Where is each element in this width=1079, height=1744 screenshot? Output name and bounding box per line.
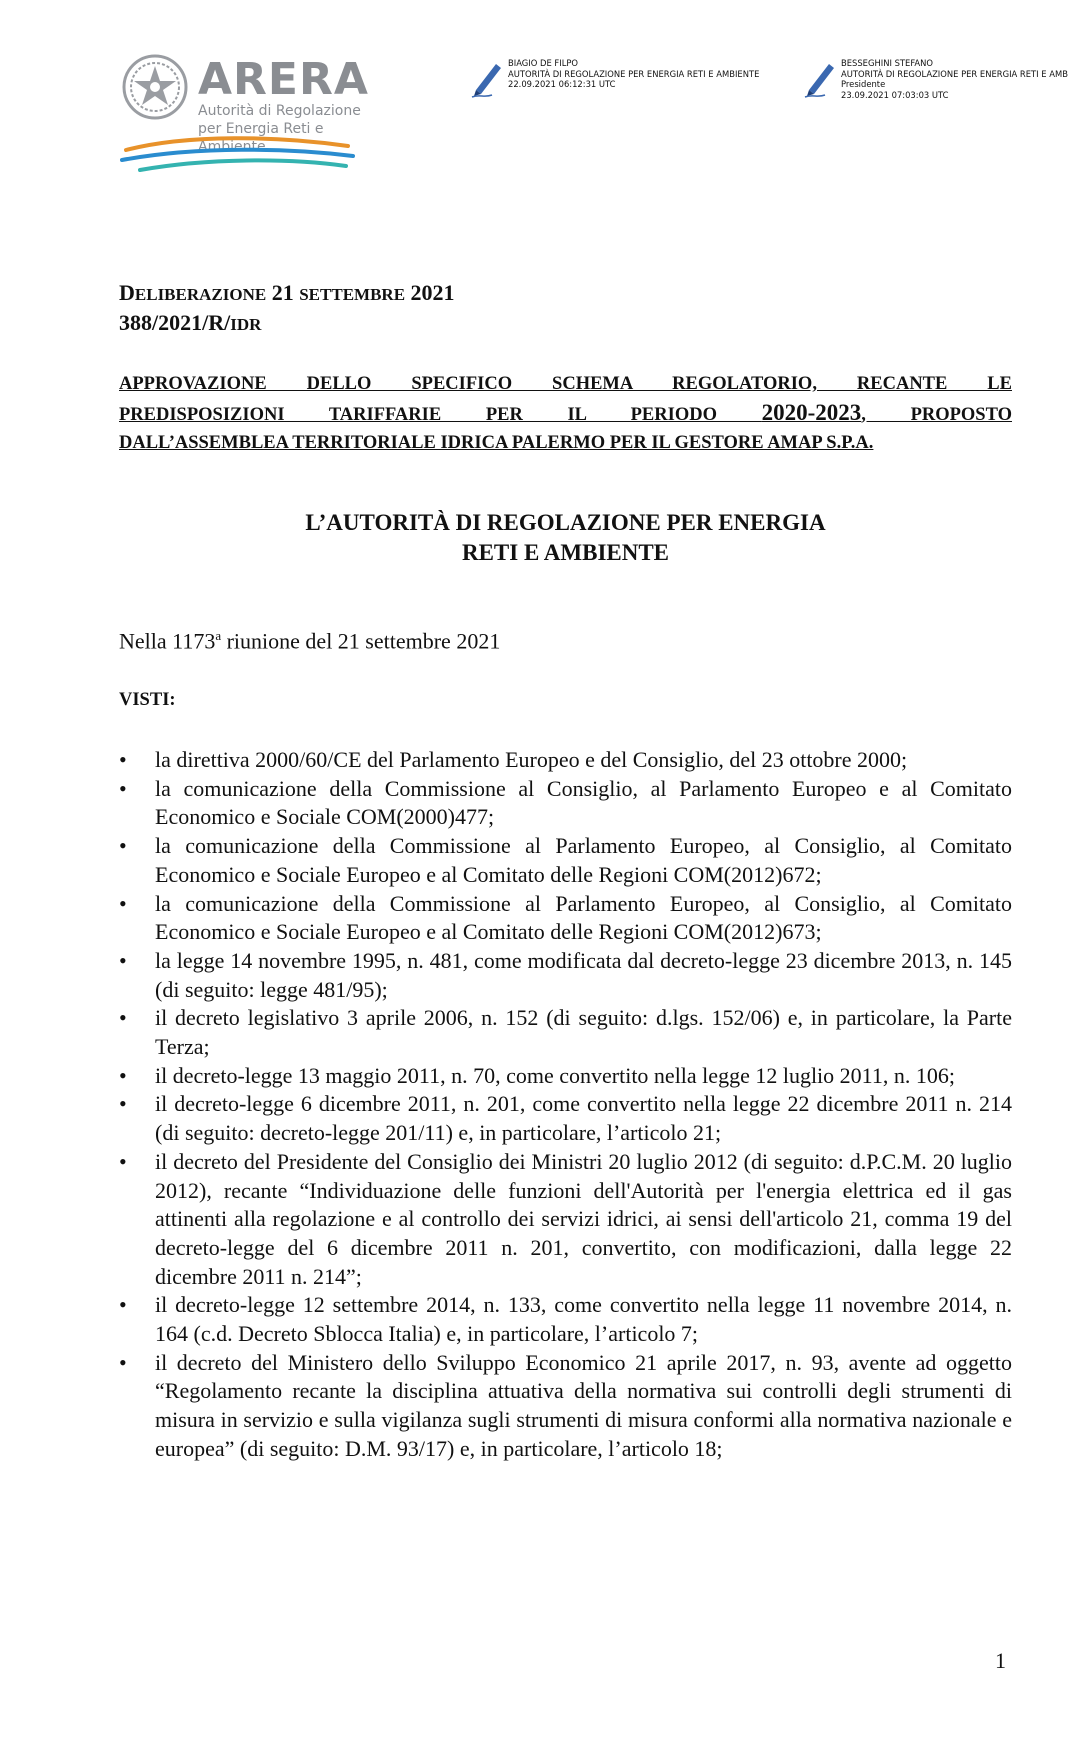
list-item: [119, 1090, 1012, 1147]
italian-republic-emblem-icon: [120, 52, 190, 122]
pen-signature-icon: [470, 58, 504, 98]
authority-heading-line1: L’AUTORITÀ DI REGOLAZIONE PER ENERGIA: [305, 510, 826, 535]
subject-line-3: DALL’ASSEMBLEA TERRITORIALE IDRICA PALERMO PER IL GESTORE AMAP S.P.A.: [119, 433, 874, 453]
signer-role: Presidente: [841, 79, 886, 89]
meeting-ordinal: a: [215, 628, 222, 643]
list-item: [119, 890, 1012, 947]
deliberation-day: 21: [271, 280, 294, 305]
bullet-icon: •: [119, 747, 127, 772]
visti-list: [119, 746, 1012, 1464]
list-item: [119, 775, 1012, 832]
list-item-text: il decreto-legge 6 dicembre 2011, n. 201, come convertito nella legge 22 dicembre 2011 n. 214 (di seguito: decreto-legge 201/11) e, in particolare, l’articolo 21;: [155, 1091, 1012, 1146]
list-item-text: la comunicazione della Commissione al Parlamento Europeo, al Consiglio, al Comitato Economico e Sociale Europeo e al Comitato delle Regioni COM(2012)673;: [155, 890, 1012, 945]
signer-name: BIAGIO DE FILPO: [508, 58, 579, 68]
subject-line-2-c: , PROPOSTO: [861, 404, 1012, 425]
bullet-icon: •: [119, 1292, 127, 1318]
list-item: [119, 832, 1012, 889]
deliberation-date-initial: D: [119, 280, 135, 305]
subject-line-2: [119, 399, 1012, 430]
bullet-icon: •: [119, 890, 127, 916]
list-item-text: la direttiva 2000/60/CE del Parlamento Europeo e del Consiglio, del 23 ottobre 2000;: [155, 747, 908, 772]
bullet-icon: •: [119, 775, 127, 801]
deliberation-number-main: 388/2021/R/: [119, 310, 231, 335]
deliberation-year: 2021: [410, 280, 455, 305]
meeting-line: [119, 628, 500, 654]
logo-swoosh: [118, 132, 388, 182]
authority-heading: [119, 508, 1012, 568]
list-item-text: il decreto-legge 13 maggio 2011, n. 70, come convertito nella legge 12 luglio 2011, n. 106;: [155, 1062, 955, 1088]
deliberation-month: SETTEMBRE: [299, 285, 406, 304]
deliberation-subject: [119, 370, 1012, 458]
list-item: [119, 1291, 1012, 1348]
logo-subtitle-line2: per Energia Reti e Ambiente: [198, 121, 324, 155]
page-number: 1: [995, 1648, 1006, 1673]
list-item-text: il decreto legislativo 3 aprile 2006, n. 152 (di seguito: d.lgs. 152/06) e, in particolare, la Parte Terza;: [155, 1005, 1012, 1060]
subject-line-2-a: PREDISPOSIZIONI TARIFFARIE PER IL PERIODO: [119, 404, 762, 425]
pen-signature-icon: [803, 58, 837, 98]
list-item-text: la comunicazione della Commissione al Consiglio, al Parlamento Europeo e al Comitato Economico e Sociale COM(2000)477;: [155, 775, 1012, 830]
list-item: [119, 947, 1012, 1004]
bullet-icon: •: [119, 1349, 127, 1375]
subject-line-1: APPROVAZIONE DELLO SPECIFICO SCHEMA REGOLATORIO, RECANTE LE: [119, 374, 1012, 394]
list-item-text: la legge 14 novembre 1995, n. 481, come modificata dal decreto-legge 23 dicembre 2013, n. 145 (di seguito: legge 481/95);: [155, 947, 1012, 1002]
visti-heading: VISTI:: [119, 690, 176, 710]
list-item: [119, 1004, 1012, 1061]
bullet-icon: •: [119, 1005, 127, 1031]
arera-logo: [118, 52, 388, 182]
bullet-icon: •: [119, 1062, 127, 1088]
deliberation-date-word: ELIBERAZIONE: [134, 285, 267, 304]
bullet-icon: •: [119, 947, 127, 973]
list-item: [119, 1148, 1012, 1292]
bullet-icon: •: [119, 833, 127, 859]
list-item-text: il decreto del Ministero dello Sviluppo Economico 21 aprile 2017, n. 93, avente ad oggetto “Regolamento recante la disciplina attuativa della normativa sui controlli degli strumenti di misura in servizio e sulla vigilanza sugli strumenti di misura conformi alla normativa nazionale e europea” (di seguito: D.M. 93/17) e, in particolare, l’articolo 18;: [155, 1349, 1012, 1461]
digital-signature-1: [470, 58, 770, 103]
list-item-text: la comunicazione della Commissione al Parlamento Europeo, al Consiglio, al Comitato Economico e Sociale Europeo e al Comitato delle Regioni COM(2012)672;: [155, 833, 1012, 887]
list-item-text: il decreto-legge 12 settembre 2014, n. 133, come convertito nella legge 11 novembre 2014, n. 164 (c.d. Decreto Sblocca Italia) e, in particolare, l’articolo 7;: [155, 1292, 1012, 1347]
deliberation-number-suffix: IDR: [230, 315, 262, 334]
meeting-prefix: Nella 1173: [119, 628, 216, 654]
subject-period: 2020-2023: [761, 399, 862, 425]
signature-timestamp: 22.09.2021 06:12:31 UTC: [508, 79, 616, 89]
deliberation-date: [119, 280, 455, 306]
authority-heading-line2: RETI E AMBIENTE: [461, 540, 670, 565]
logo-brand: ARERA: [198, 54, 369, 105]
list-item: [119, 746, 1012, 775]
meeting-suffix: riunione del 21 settembre 2021: [221, 628, 501, 654]
signer-org: AUTORITÀ DI REGOLAZIONE PER ENERGIA RETI E AMB: [841, 68, 1068, 79]
list-item: [119, 1349, 1012, 1464]
signer-org: AUTORITÀ DI REGOLAZIONE PER ENERGIA RETI E AMBIENTE: [508, 68, 760, 79]
signature-timestamp: 23.09.2021 07:03:03 UTC: [841, 89, 949, 100]
digital-signature-2: [803, 58, 1079, 103]
bullet-icon: •: [119, 1091, 127, 1117]
signer-name: BESSEGHINI STEFANO: [841, 58, 933, 68]
list-item: [119, 1062, 1012, 1091]
deliberation-number: [119, 310, 261, 336]
logo-subtitle-line1: Autorità di Regolazione: [198, 103, 361, 119]
bullet-icon: •: [119, 1148, 127, 1174]
list-item-text: il decreto del Presidente del Consiglio dei Ministri 20 luglio 2012 (di seguito: d.P.C.M. 20 luglio 2012), recante “Individuazione delle funzioni dell'Autorità per l'energia elettrica ed il gas attinenti alla regolazione e al controllo dei servizi idrici, ai sensi dell'articolo 21, comma 19 del decreto-legge del 6 dicembre 2011 n. 201, convertito, con modificazioni, dalla legge 22 dicembre 2011 n. 214”;: [155, 1148, 1012, 1289]
